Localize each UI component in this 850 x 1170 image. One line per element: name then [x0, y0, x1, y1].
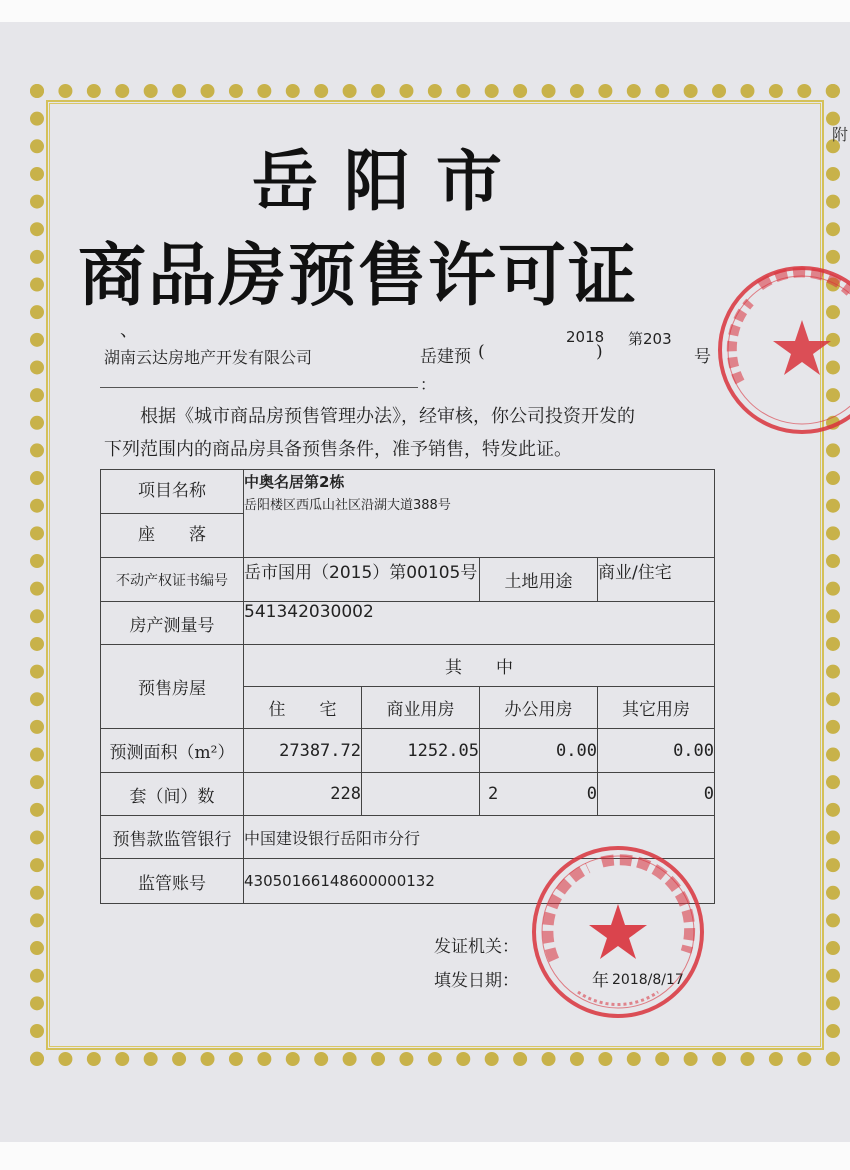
land-use-value: 商业/住宅 [598, 558, 715, 602]
account-label: 监管账号 [101, 859, 244, 904]
table-row-cert [101, 558, 715, 602]
area-commercial: 1252.05 [362, 729, 480, 773]
bank-label: 预售款监管银行 [101, 816, 244, 859]
survey-label: 房产测量号 [101, 602, 244, 645]
permit-prefix: 岳建预 [420, 347, 471, 367]
units-residential: 228 [244, 773, 362, 816]
issuer-label: 发证机关： [434, 937, 519, 957]
scan-top-margin [0, 0, 850, 22]
company-underline [100, 387, 418, 388]
units-office: 0 [480, 773, 598, 816]
approval-line-2: 下列范围内的商品房具备预售条件，准予销售，特发此证。 [104, 439, 572, 460]
title-certificate: 商品房预售许可证 [78, 237, 639, 316]
tick-mark: 、 [120, 320, 138, 341]
permit-number: 第203 [628, 330, 672, 348]
cert-label: 不动产权证书编号 [101, 558, 244, 602]
col-other: 其它用房 [598, 687, 715, 729]
title-city: 岳阳市 [252, 143, 528, 220]
official-seal-top [710, 262, 850, 438]
area-office: 0.00 [480, 729, 598, 773]
issue-date-year-char: 年 [592, 971, 609, 991]
issue-date-value: 2018/8/17 [612, 972, 684, 988]
official-seal-bottom [528, 842, 708, 1022]
units-commercial: 2 [362, 773, 480, 816]
company-name: 湖南云达房地产开发有限公司 [104, 348, 313, 367]
table-row-area [101, 729, 715, 773]
qizhong-header: 其 中 [244, 645, 715, 687]
table-row-qizhong [101, 645, 715, 687]
land-use-label: 土地用途 [480, 558, 598, 602]
issue-date-label: 填发日期： [434, 971, 519, 991]
cert-value: 岳市国用（2015）第00105号 [244, 558, 480, 602]
permit-suffix: 号 [694, 347, 711, 367]
seal-star-icon [773, 320, 831, 375]
area-label: 预测面积（m²） [101, 729, 244, 773]
approval-statement [104, 400, 724, 466]
units-other: 0 [598, 773, 715, 816]
location-label: 座 落 [100, 513, 244, 557]
project-cell [244, 470, 715, 558]
company-colon: ： [420, 375, 437, 394]
table-row-survey [101, 602, 715, 645]
permit-paren-open: ( [478, 342, 485, 362]
scan-bottom-margin [0, 1142, 850, 1170]
area-residential: 27387.72 [244, 729, 362, 773]
table-row-units [101, 773, 715, 816]
account-value: 43050166148600000132 [244, 859, 715, 904]
project-name-label: 项目名称 座 落 [101, 470, 244, 558]
project-name: 中奥名居第2栋 [244, 473, 345, 491]
edge-cutoff-text: 附 [832, 125, 849, 144]
col-office: 办公用房 [480, 687, 598, 729]
bank-value: 中国建设银行岳阳市分行 [244, 816, 715, 859]
area-other: 0.00 [598, 729, 715, 773]
units-label: 套（间）数 [101, 773, 244, 816]
survey-value: 541342030002 [244, 602, 715, 645]
approval-line-1: 根据《城市商品房预售管理办法》，经审核，你公司投资开发的 [140, 406, 635, 427]
permit-year: 2018 [566, 328, 605, 346]
col-residential: 住 宅 [244, 687, 362, 729]
permit-paren-close: ) [596, 342, 603, 362]
location-value: 岳阳楼区西瓜山社区沿湖大道388号 [244, 498, 451, 513]
presale-label: 预售房屋 [101, 645, 244, 729]
seal-star-icon [589, 904, 647, 959]
table-row-project [101, 470, 715, 558]
permit-table [100, 469, 715, 904]
col-commercial: 商业用房 [362, 687, 480, 729]
